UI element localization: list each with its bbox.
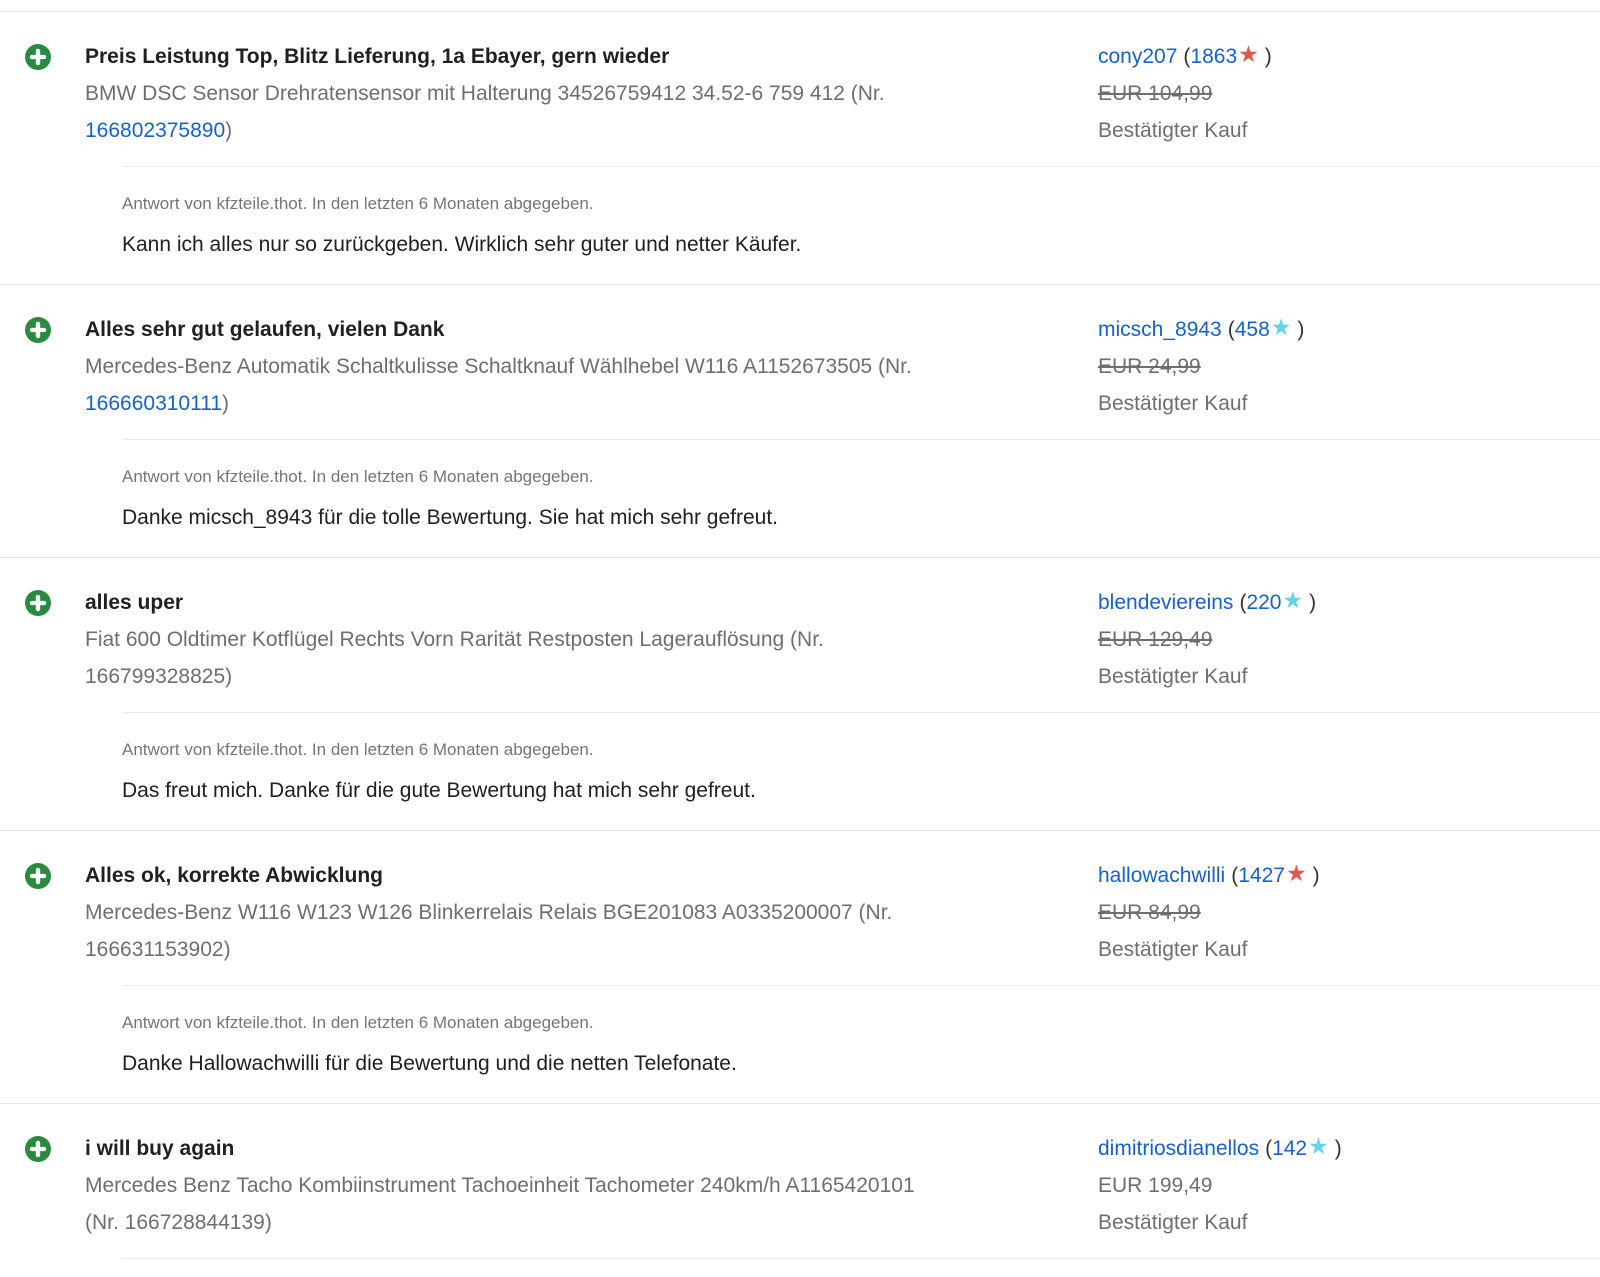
item-title-line1: Mercedes-Benz W116 W123 W126 Blinkerrelais Relais BGE201083 A0335200007 (Nr. bbox=[85, 901, 893, 924]
item-price: EUR 24,99 bbox=[1098, 355, 1201, 378]
reply-meta: Antwort von kfzteile.thot. In den letzten 6 Monaten abgegeben. bbox=[122, 1013, 594, 1032]
buyer-line: micsch_8943 (458★ ) bbox=[1098, 314, 1305, 341]
item-number-suffix: ) bbox=[223, 938, 231, 961]
reply-meta: Antwort von kfzteile.thot. In den letzten 6 Monaten abgegeben. bbox=[122, 467, 594, 486]
seller-reply-text: Kann ich alles nur so zurückgeben. Wirklich sehr guter und netter Käufer. bbox=[122, 233, 802, 256]
seller-reply bbox=[122, 1258, 1600, 1259]
item-number-prefix: (Nr. bbox=[85, 1211, 125, 1234]
item-number-suffix: ) bbox=[264, 1211, 272, 1234]
seller-reply bbox=[122, 985, 1600, 1078]
item-number-suffix: ) bbox=[225, 119, 233, 142]
score-open-paren: ( bbox=[1183, 45, 1191, 68]
feedback-entry bbox=[0, 557, 1600, 830]
item-title-line2 bbox=[85, 931, 1098, 968]
feedback-comment: Preis Leistung Top, Blitz Lieferung, 1a Ebayer, gern wieder bbox=[85, 45, 670, 68]
seller-reply bbox=[122, 439, 1600, 532]
buyer-username-link[interactable]: dimitriosdianellos bbox=[1098, 1137, 1260, 1160]
feedback-comment: i will buy again bbox=[85, 1137, 235, 1160]
score-close-paren: ) bbox=[1297, 318, 1305, 341]
buyer-feedback-score-link[interactable]: 1427 bbox=[1238, 864, 1285, 887]
item-price: EUR 129,49 bbox=[1098, 628, 1213, 651]
item-title-line2 bbox=[85, 1204, 1098, 1241]
score-close-paren: ) bbox=[1334, 1137, 1342, 1160]
item-number-link[interactable]: 166660310111 bbox=[85, 392, 223, 415]
score-open-paren: ( bbox=[1227, 318, 1235, 341]
item-price: EUR 104,99 bbox=[1098, 82, 1213, 105]
reply-meta: Antwort von kfzteile.thot. In den letzten 6 Monaten abgegeben. bbox=[122, 740, 594, 759]
item-title-line1: Mercedes-Benz Automatik Schaltkulisse Schaltknauf Wählhebel W116 A1152673505 (Nr. bbox=[85, 355, 912, 378]
item-title-line2 bbox=[85, 385, 1098, 422]
score-open-paren: ( bbox=[1265, 1137, 1273, 1160]
score-open-paren: ( bbox=[1231, 864, 1239, 887]
item-number-text: 166799328825 bbox=[85, 665, 226, 688]
score-close-paren: ) bbox=[1309, 591, 1317, 614]
item-price: EUR 84,99 bbox=[1098, 901, 1201, 924]
feedback-entry bbox=[0, 11, 1600, 284]
buyer-username-link[interactable]: cony207 bbox=[1098, 45, 1178, 68]
item-title-line2 bbox=[85, 112, 1098, 149]
positive-feedback-icon bbox=[25, 590, 51, 616]
verified-purchase-label: Bestätigter Kauf bbox=[1098, 1211, 1248, 1234]
item-title-line1: Mercedes Benz Tacho Kombiinstrument Tachoeinheit Tachometer 240km/h A1165420101 bbox=[85, 1174, 915, 1197]
item-number-link[interactable]: 166802375890 bbox=[85, 119, 226, 142]
buyer-feedback-score-link[interactable]: 220 bbox=[1246, 591, 1282, 614]
item-number-suffix: ) bbox=[225, 665, 233, 688]
item-number-text: 166631153902 bbox=[85, 938, 224, 961]
verified-purchase-label: Bestätigter Kauf bbox=[1098, 665, 1248, 688]
buyer-username-link[interactable]: blendeviereins bbox=[1098, 591, 1234, 614]
feedback-entry bbox=[0, 1103, 1600, 1259]
item-price: EUR 199,49 bbox=[1098, 1174, 1213, 1197]
item-title-line1: Fiat 600 Oldtimer Kotflügel Rechts Vorn Rarität Restposten Lagerauflösung (Nr. bbox=[85, 628, 824, 651]
buyer-line: cony207 (1863★ ) bbox=[1098, 41, 1272, 68]
feedback-entry bbox=[0, 284, 1600, 557]
score-close-paren: ) bbox=[1312, 864, 1320, 887]
score-open-paren: ( bbox=[1239, 591, 1247, 614]
score-close-paren: ) bbox=[1264, 45, 1272, 68]
reply-meta: Antwort von kfzteile.thot. In den letzten 6 Monaten abgegeben. bbox=[122, 194, 594, 213]
verified-purchase-label: Bestätigter Kauf bbox=[1098, 938, 1248, 961]
buyer-line: dimitriosdianellos (142★ ) bbox=[1098, 1133, 1342, 1160]
buyer-line: hallowachwilli (1427★ ) bbox=[1098, 860, 1320, 887]
feedback-comment: Alles ok, korrekte Abwicklung bbox=[85, 864, 383, 887]
seller-reply-text: Das freut mich. Danke für die gute Bewertung hat mich sehr gefreut. bbox=[122, 779, 756, 802]
item-title-line1: BMW DSC Sensor Drehratensensor mit Halterung 34526759412 34.52-6 759 412 (Nr. bbox=[85, 82, 885, 105]
item-title-line2 bbox=[85, 658, 1098, 695]
buyer-username-link[interactable]: micsch_8943 bbox=[1098, 318, 1222, 341]
feedback-comment: alles uper bbox=[85, 591, 184, 614]
item-number-suffix: ) bbox=[222, 392, 230, 415]
feedback-comment: Alles sehr gut gelaufen, vielen Dank bbox=[85, 318, 445, 341]
buyer-feedback-score-link[interactable]: 142 bbox=[1272, 1137, 1308, 1160]
seller-reply bbox=[122, 166, 1600, 259]
buyer-username-link[interactable]: hallowachwilli bbox=[1098, 864, 1226, 887]
buyer-feedback-score-link[interactable]: 1863 bbox=[1190, 45, 1238, 68]
verified-purchase-label: Bestätigter Kauf bbox=[1098, 392, 1248, 415]
positive-feedback-icon bbox=[25, 863, 51, 889]
positive-feedback-icon bbox=[25, 44, 51, 70]
buyer-feedback-score-link[interactable]: 458 bbox=[1234, 318, 1270, 341]
verified-purchase-label: Bestätigter Kauf bbox=[1098, 119, 1248, 142]
positive-feedback-icon bbox=[25, 1136, 51, 1162]
feedback-entry bbox=[0, 830, 1600, 1103]
seller-reply-text: Danke Hallowachwilli für die Bewertung und die netten Telefonate. bbox=[122, 1052, 737, 1075]
positive-feedback-icon bbox=[25, 317, 51, 343]
seller-reply bbox=[122, 712, 1600, 805]
item-number-text: 166728844139 bbox=[124, 1211, 265, 1234]
buyer-line: blendeviereins (220★ ) bbox=[1098, 587, 1317, 614]
seller-reply-text: Danke micsch_8943 für die tolle Bewertung. Sie hat mich sehr gefreut. bbox=[122, 506, 779, 529]
